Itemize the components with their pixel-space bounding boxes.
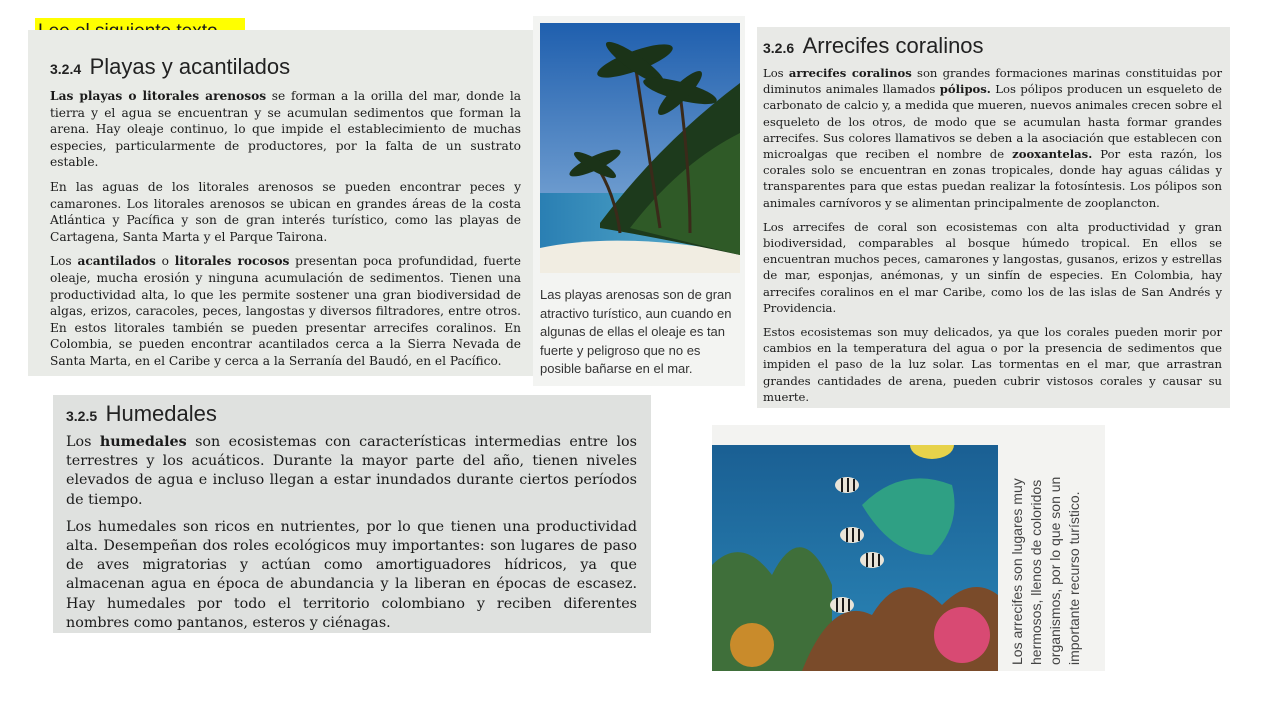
text-run: Los	[50, 254, 78, 269]
paragraph	[763, 65, 1222, 211]
section-number: 3.2.5	[66, 408, 98, 424]
beach-palm-photo	[540, 23, 740, 273]
paragraph	[50, 253, 521, 369]
section-heading	[50, 54, 521, 80]
paragraph: Estos ecosistemas son muy delicados, ya que los corales pueden morir por cambios en la temperatura del agua o por la presencia de sedimentos que impiden el paso de la luz solar. Las tormentas en el mar, que arrastran grandes cantidades de arena, pueden cubrir vistosos corales y causar su muerte.	[763, 325, 1222, 404]
bold-term: pólipos.	[939, 82, 991, 97]
bold-term: Las playas o litorales arenosos	[50, 89, 267, 103]
text-run: se forman a la orilla del mar, donde la tierra y el agua se encuentran y se acumulan sedimentos que forman la arena. Hay oleaje continuo, lo que impide el establecimiento de muchas especies, particularmente de productores, por la falta de un sustrato estable.	[50, 89, 522, 170]
bold-term: humedales	[99, 434, 187, 450]
section-playas-acantilados	[28, 30, 533, 376]
bold-term: zooxantelas.	[1012, 147, 1093, 162]
section-title: Humedales	[105, 401, 217, 426]
coral-reef-photo	[712, 445, 998, 671]
section-heading	[763, 33, 1222, 59]
section-title: Arrecifes coralinos	[802, 33, 984, 58]
text-run: Los	[66, 434, 100, 450]
bold-term: litorales rocosos	[174, 254, 290, 269]
text-run: presentan poca profundidad, fuerte oleaje, mucha erosión y ninguna acumulación de sedimentos. Tienen una productividad alta, lo que les permite sostener una gran biodiversidad de algas, erizos, caracoles, peces, langostas y diversos filtradores, entre otros. En estos litorales también se pueden presentar arrecifes coralinos. En Colombia, se pueden encontrar acantilados cerca a la Sierra Nevada de Santa Marta, en el Caribe y cerca a la Serranía del Baudó, en el Pacífico.	[50, 254, 521, 368]
text-run: Los	[763, 66, 789, 80]
beach-photo-panel	[533, 16, 745, 386]
text-run: son grandes formaciones marinas constituidas por diminutos animales llamados	[763, 66, 1222, 97]
paragraph: En las aguas de los litorales arenosos se pueden encontrar peces y camarones. Los litorales arenosos se ubican en grandes áreas de la costa Atlántica y Pacífica y son de gran interés turístico, como las playas de Cartagena, Santa Marta y el Parque Tairona.	[50, 179, 521, 244]
section-arrecifes-coralinos	[757, 27, 1230, 408]
reef-caption: Los arrecifes son lugares muy hermosos, llenos de coloridos organismos, por lo que son un importante recurso turístico.	[1009, 476, 1082, 665]
section-humedales	[53, 395, 651, 633]
section-title: Playas y acantilados	[89, 54, 291, 79]
section-heading	[66, 401, 637, 427]
paragraph	[50, 88, 521, 171]
text-run: son ecosistemas con características intermedias entre los terrestres y los acuáticos. Durante la mayor parte del año, tienen niveles elevados de agua e incluso llegan a estar inundados durante ciertos períodos de tiempo.	[66, 434, 637, 508]
text-run: Los pólipos producen un esqueleto de carbonato de calcio y, a medida que mueren, nuevos animales crecen sobre el esqueleto de los otros, de modo que se acumulan hasta formar grandes arrecifes. Sus colores llamativos se deben a la asociación que establecen con microalgas que reciben el nombre de	[763, 82, 1222, 162]
paragraph: Los arrecifes de coral son ecosistemas con alta productividad y gran biodiversidad, comparables al bosque húmedo tropical. En ellos se encuentran muchos peces, camarones y langostas, gusanos, erizos y estrellas de mar, esponjas, anémonas, y un sinfín de especies. En Colombia, hay arrecifes coralinos en el mar Caribe, como los de las islas de San Andrés y Providencia.	[763, 219, 1222, 315]
bold-term: acantilados	[77, 254, 156, 269]
section-number: 3.2.4	[50, 61, 82, 77]
paragraph: Los humedales son ricos en nutrientes, por lo que tienen una productividad alta. Desempeñan dos roles ecológicos muy importantes: son lugares de paso de aves migratorias y actúan como amortiguadores hídricos, ya que almacenan agua en época de abundancia y la liberan en épocas de escasez. Hay humedales por todo el territorio colombiano y reciben diferentes nombres como pantanos, esteros y ciénagas.	[66, 518, 637, 631]
text-run: Por esta razón, los corales solo se encuentran en zonas tropicales, donde hay aguas cálidas y transparentes para que estas puedan realizar la fotosíntesis. Los pólipos son animales carnívoros y se alimentan principalmente de zooplancton.	[763, 147, 1222, 210]
text-run: o	[155, 254, 175, 269]
paragraph	[66, 433, 637, 510]
bold-term: arrecifes coralinos	[788, 66, 912, 80]
section-number: 3.2.6	[763, 40, 795, 56]
beach-caption: Las playas arenosas son de gran atractivo turístico, aun cuando en algunas de ellas el oleaje es tan fuerte y peligroso que no es posible bañarse en el mar.	[540, 287, 732, 376]
